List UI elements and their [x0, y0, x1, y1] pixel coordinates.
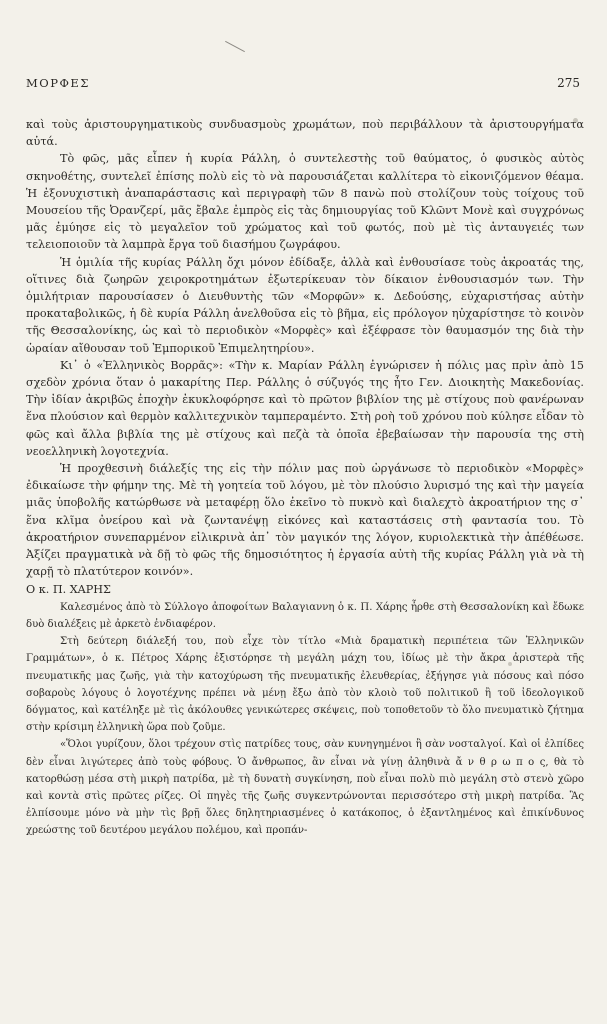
article-body — [26, 116, 584, 840]
running-header — [26, 76, 580, 92]
paragraph: Ἡ προχθεσινὴ διάλεξίς της εἰς τὴν πόλιν μας ποὺ ὠργάνωσε τὸ περιοδικὸν «Μορφὲς» ἐδικαίωσε τὴν φήμην της. Μὲ τὴ γοητεία τοῦ λόγου, μὲ τὸν πλούσιο λυρισμό της καὶ τὴν μαγεία μιᾶς ὑποβολῆς κατώρθωσε νὰ μεταφέρῃ ὅλο ἐκεῖνο τὸ πυκνὸ καὶ διαλεχτὸ ἀκροατήριον της σ᾿ ἕνα κλῖμα ὀνείρου καὶ νὰ ζωντανέψῃ εἰκόνες καὶ καταστάσεις στὴ φαντασία του. Τὸ ἀκροατήριον συνεπαρμένον εἰλικρινὰ ἀπ᾿ τὸν μαγικόν της λόγον, κυριολεκτικὰ τὴν ἀπέθέωσε. Ἀξίζει πραγματικὰ νὰ δῇ τὸ φῶς τῆς δημοσιότητος ἡ ἐργασία αὐτὴ τῆς κυρίας Ράλλη γιὰ νὰ τὴ χαρῇ τὸ πλατύτερον κοινόν». — [26, 462, 584, 579]
section-heading: Ο κ. Π. ΧΑΡΗΣ — [26, 583, 111, 597]
paragraph: καὶ τοὺς ἀριστουργηματικοὺς συνδυασμοὺς χρωμάτων, ποὺ περιβάλλουν τὰ ἀριστουργήματα αὐτά. — [26, 118, 584, 149]
journal-title: ΜΟΡΦΕΣ — [26, 76, 90, 90]
paragraph: Τὸ φῶς, μᾶς εἶπεν ἡ κυρία Ράλλη, ὁ συντελεστὴς τοῦ θαύματος, ὁ φυσικὸς αὐτὸς σκηνοθέτης, συντελεῖ ἐπίσης πολὺ εἰς τὸ νὰ παρουσιάζεται καλλίτερα τὸ εἰκονιζόμενον θέαμα. Ἡ ἐξονυχιστικὴ ἀναπαράστασις καὶ περιγραφὴ τῶν 8 πανὼ ποὺ στολίζουν τοὺς τοίχους τοῦ Μουσείου τῆς Ὀρανζερί, μᾶς ἔβαλε ἐμπρὸς εἰς τὰς δημιουργίας τοῦ Κλῶντ Μονὲ καὶ συγχρόνως μᾶς ἐμύησε εἰς τὸ μεγαλεῖον τοῦ χρώματος καὶ τοῦ φωτός, ποὺ μὲ τὶς ἀνταυγειές των τελειοποιοῦν τὰ λαμπρὰ ἔργα τοῦ διασήμου ζωγράφου. — [26, 152, 584, 252]
page-number: 275 — [557, 76, 580, 90]
paragraph: «Ὅλοι γυρίζουν, ὅλοι τρέχουν στὶς πατρίδες τους, σὰν κυνηγημένοι ἢ σὰν νοσταλγοί. Καὶ οἱ ἐλπίδες δὲν εἶναι λιγώτερες ἀπὸ τοὺς φόβους. Ὁ ἄνθρωπος, ἂν εἶναι νὰ γίνῃ ἀληθινὰ ἄ ν θ ρ ω π ο ς, θὰ τὸ κατορθώσῃ μέσα στὴ μικρὴ πατρίδα, μὲ τὴ δυνατὴ συγκίνηση, ποὺ εἶναι πολὺ πιὸ μεγάλη στὸ στενὸ χῶρο καὶ κοντὰ στὶς πρῶτες ρίζες. Οἱ πηγὲς τῆς ζωῆς συγκεντρώνονται περισσότερο στὴ μικρὴ πατρίδα. Ἂς ἐλπίσουμε μόνο νὰ μὴν τὶς βρῇ ὅλες δηλητηριασμένες ὁ κατάκοπος, ὁ ἐξαντλημένος καὶ ἐπικίνδυνος χρεώστης τοῦ δευτέρου μεγάλου πολέμου, καὶ προπάν- — [26, 739, 584, 837]
paragraph: Καλεσμένος ἀπὸ τὸ Σύλλογο ἀποφοίτων Βαλαγιαννη ὁ κ. Π. Χάρης ἦρθε στὴ Θεσσαλονίκη καὶ ἔδωκε δυὸ διαλέξεις μὲ ἀρκετὸ ἐνδιαφέρον. — [26, 601, 584, 630]
paragraph: Στὴ δεύτερη διάλεξή του, ποὺ εἶχε τὸν τίτλο «Μιὰ δραματικὴ περιπέτεια τῶν Ἑλληνικῶν Γραμμάτων», ὁ κ. Πέτρος Χάρης ἐξιστόρησε τὴ μεγάλη μάχη του, ἰδίως μὲ τὴν ἄκρα ἀριστερὰ τῆς πνευματικῆς μας ζωῆς, γιὰ τὴν κατοχύρωση τῆς πνευματικῆς ἐλευθερίας, ἐξήγησε γιὰ πόσους καὶ πόσο σοβαροὺς λόγους ὁ λογοτέχνης πρέπει νὰ μένῃ ἔξω ἀπὸ τὸν κλοιὸ τοῦ πολιτικοῦ ἢ τοῦ ἰδεολογικοῦ δόγματος, καὶ κατέληξε μὲ τὶς ἀκόλουθες γενικώτερες σκέψεις, ποὺ τοποθετοῦν τὸ ὅλο πνευματικὸ ζήτημα στὴν κρίσιμη ἑλληνικὴ ὥρα ποὺ ζοῦμε. — [26, 636, 584, 734]
scan-mark — [225, 41, 245, 52]
paragraph: Ἡ ὁμιλία τῆς κυρίας Ράλλη ὄχι μόνον ἐδίδαξε, ἀλλὰ καὶ ἐνθουσίασε τοὺς ἀκροατάς της, οἵτινες διὰ ζωηρῶν χειροκροτημάτων ἐξωτερίκευαν τὸν δίκαιον ἐνθουσιασμόν των. Τὴν ὁμιλήτριαν παρουσίασεν ὁ Διευθυντὴς τῶν «Μορφῶν» κ. Δεδούσης, εὐχαριστήσας αὐτὴν προκαταβολικῶς, ἡ δὲ κυρία Ράλλη ἀνελθοῦσα εἰς τὸ βῆμα, εἰς πρόλογον ηὐχαρίστησε τὸ κοινὸν τῆς Θεσσαλονίκης, ὡς καὶ τὸ περιοδικὸν «Μορφὲς» καὶ ἐξέφρασε τὸν θαυμασμόν της διὰ τὴν ὡραίαν αἴθουσαν τοῦ Ἐμπορικοῦ Ἐπιμελητηρίου». — [26, 255, 584, 355]
paragraph: Κι᾿ ὁ «Ἑλληνικὸς Βορρᾶς»: «Τὴν κ. Μαρίαν Ράλλη ἐγνώρισεν ἡ πόλις μας πρὶν ἀπὸ 15 σχεδὸν χρόνια ὅταν ὁ μακαρίτης Περ. Ράλλης ὁ σύζυγός της ἦτο Γεν. Διοικητὴς Μακεδονίας. Τὴν ἰδίαν ἀκριβῶς ἐποχὴν ἐκυκλοφόρησε καὶ τὸ πρῶτον βιβλίον της μὲ στίχους ποὺ φανέρωναν ἕνα πλούσιον καὶ θερμὸν καλλιτεχνικὸν ταμπεραμέντο. Στὴ ροὴ τοῦ χρόνου ποὺ κύλησε εἶδαν τὸ φῶς καὶ ἄλλα βιβλία της μὲ στίχους καὶ πεζὰ τὰ ὁποῖα ἐβεβαίωσαν τὴν παρουσία της στὴ νεοελληνικὴ λογοτεχνία. — [26, 358, 584, 458]
